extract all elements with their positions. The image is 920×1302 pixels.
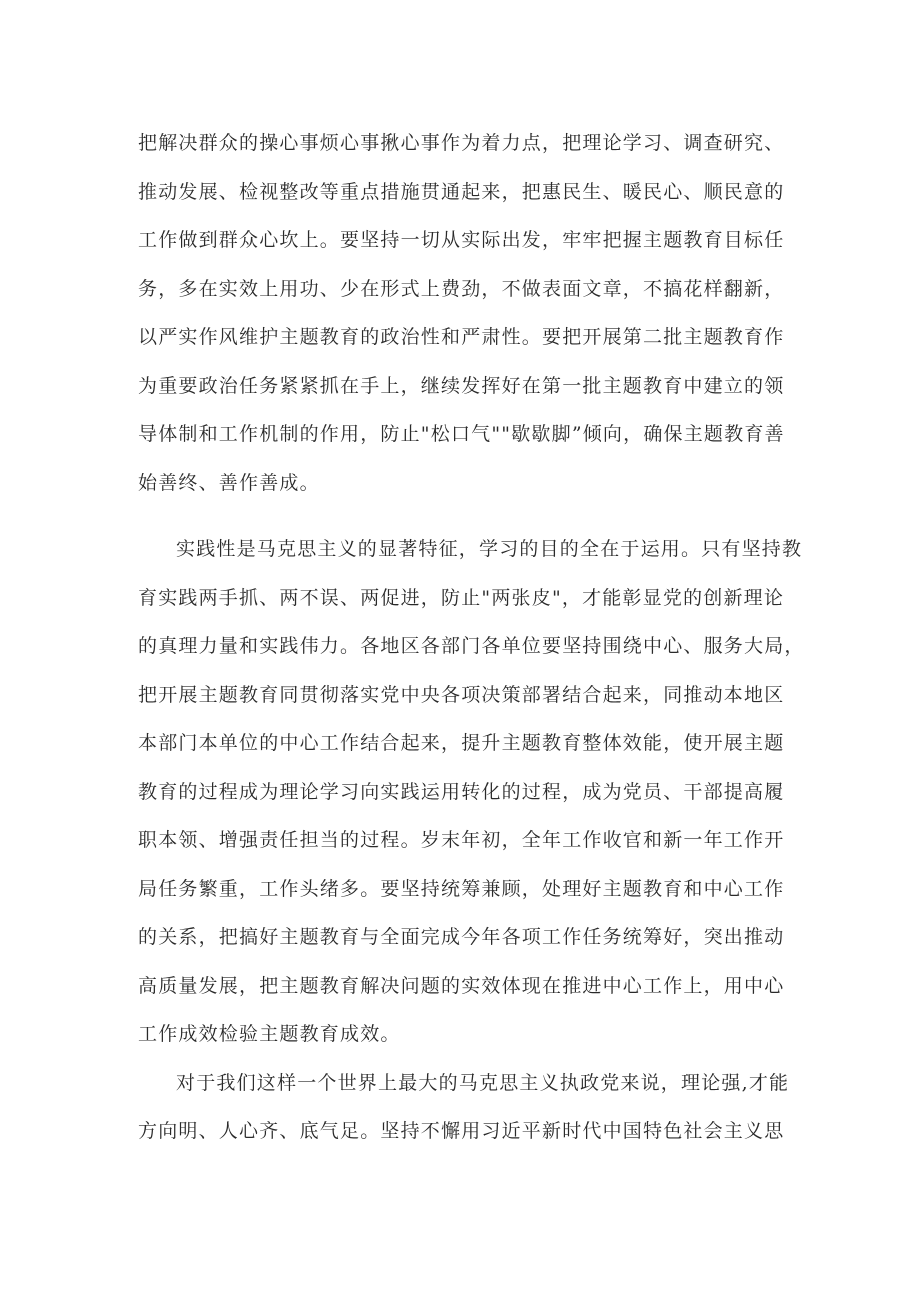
text-line: 把解决群众的操心事烦心事揪心事作为着力点，把理论学习、调查研究、 (138, 132, 785, 154)
text-line: 教育的过程成为理论学习向实践运用转化的过程，成为党员、干部提高履 (138, 781, 785, 803)
text-line: 高质量发展，把主题教育解决问题的实效体现在推进中心工作上，用中心 (138, 975, 785, 997)
text-line: 导体制和工作机制的作用，防止"松口气""歇歇脚”倾向，确保主题教育善 (138, 423, 785, 445)
text-line: 职本领、增强责任担当的过程。岁末年初，全年工作收官和新一年工作开 (138, 829, 785, 851)
text-line: 本部门本单位的中心工作结合起来，提升主题教育整体效能，使开展主题 (138, 732, 785, 754)
text-line: 的真理力量和实践伟力。各地区各部门各单位要坚持围绕中心、服务大局， (138, 635, 805, 657)
text-line: 推动发展、检视整改等重点措施贯通起来，把惠民生、暖民心、顺民意的 (138, 181, 785, 203)
text-line: 育实践两手抓、两不误、两促进，防止"两张皮"，才能彰显党的创新理论 (138, 587, 785, 609)
text-line: 的关系，把搞好主题教育与全面完成今年各项工作任务统筹好，突出推动 (138, 926, 785, 948)
text-line: 工作做到群众心坎上。要坚持一切从实际出发，牢牢把握主题教育目标任 (138, 229, 785, 251)
text-line: 以严实作风维护主题教育的政治性和严肃性。要把开展第二批主题教育作 (138, 326, 785, 348)
text-line: 始善终、善作善成。 (138, 472, 320, 494)
text-line: 对于我们这样一个世界上最大的马克思主义执政党来说，理论强,才能 (176, 1072, 790, 1094)
text-line: 把开展主题教育同贯彻落实党中央各项决策部署结合起来，同推动本地区 (138, 684, 785, 706)
text-line: 局任务繁重，工作头绪多。要坚持统筹兼顾，处理好主题教育和中心工作 (138, 878, 785, 900)
text-line: 务，多在实效上用功、少在形式上费劲，不做表面文章，不搞花样翻新， (138, 278, 785, 300)
text-line: 方向明、人心齐、底气足。坚持不懈用习近平新时代中国特色社会主义思 (138, 1120, 785, 1142)
text-line: 为重要政治任务紧紧抓在手上，继续发挥好在第一批主题教育中建立的领 (138, 375, 785, 397)
text-line: 实践性是马克思主义的显著特征，学习的目的全在于运用。只有坚持教 (176, 538, 803, 560)
text-line: 工作成效检验主题教育成效。 (138, 1023, 401, 1045)
